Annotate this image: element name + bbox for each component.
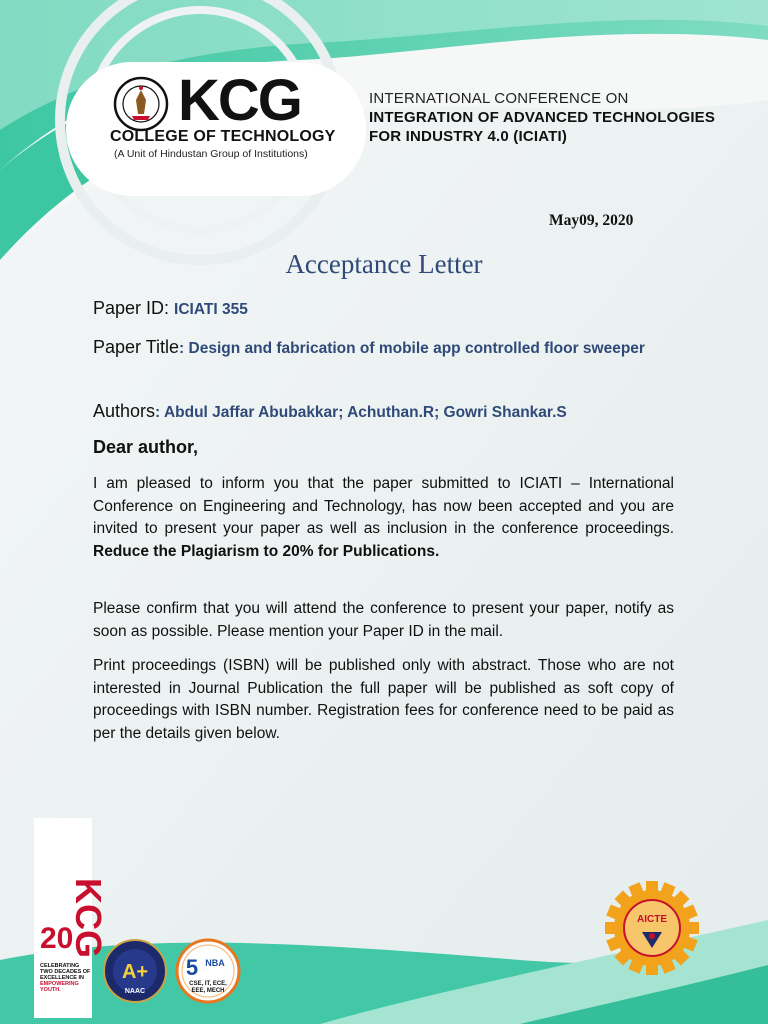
paragraph-proceedings: Print proceedings (ISBN) will be published only with abstract. Those who are not interested in Journal Publication the full paper will be published as soft copy of proceedings with ISBN number. Registration fees for conference need to be paid as per the details given below. <box>93 657 674 742</box>
letter-date: May09, 2020 <box>549 212 634 229</box>
paragraph-acceptance-text: I am pleased to inform you that the paper submitted to ICIATI – International Conference on Engineering and Technology, has now been accepted and you are invited to present your paper as well as inclusion in the conference proceedings. <box>93 475 674 537</box>
conference-title-line3: FOR INDUSTRY 4.0 (ICIATI) <box>369 128 568 145</box>
kcg-wordmark: KCG <box>178 68 301 133</box>
naac-badge <box>102 938 168 1004</box>
naac-grade: A+ <box>121 961 149 983</box>
nba-number: 5 <box>185 955 199 980</box>
kcg20-number: 20 <box>40 922 74 955</box>
plagiarism-notice: Reduce the Plagiarism to 20% for Publications. <box>93 542 440 560</box>
aicte-emblem <box>604 880 700 976</box>
paragraph-confirm: Please confirm that you will attend the conference to present your paper, notify as soon as possible. Please mention your Paper ID in the mail. <box>93 600 674 640</box>
paper-id-label: Paper ID: <box>93 298 175 318</box>
salutation: Dear author, <box>93 437 199 457</box>
nba-programs-2: EEE, MECH <box>191 988 225 994</box>
authors-value: : Abdul Jaffar Abubakkar; Achuthan.R; Gowri Shankar.S <box>155 404 567 421</box>
kcg20-tagline-1: CELEBRATING <box>40 963 80 969</box>
paper-id-value: ICIATI 355 <box>174 301 248 318</box>
paragraph-acceptance <box>93 473 674 563</box>
paper-title-label: Paper Title <box>93 337 180 357</box>
conference-title-line1: INTERNATIONAL CONFERENCE ON <box>369 90 629 107</box>
paper-title-row <box>93 336 683 360</box>
college-unit: (A Unit of Hindustan Group of Institutions) <box>114 148 308 160</box>
kcg20-tagline-2: TWO DECADES OF <box>40 969 91 975</box>
letter-title: Acceptance Letter <box>285 249 483 279</box>
nba-programs-1: CSE, IT, ECE, <box>189 981 227 987</box>
aicte-label: AICTE <box>637 914 667 925</box>
nba-label: NBA <box>205 958 225 968</box>
naac-label: NAAC <box>124 988 146 995</box>
kcg20-tagline-3: EXCELLENCE IN <box>40 975 85 981</box>
kcg20-mark: KCG <box>68 878 109 958</box>
paper-title-value: : Design and fabrication of mobile app controlled floor sweeper <box>179 340 645 357</box>
conference-title-line2: INTEGRATION OF ADVANCED TECHNOLOGIES <box>369 109 716 126</box>
college-name: COLLEGE OF TECHNOLOGY <box>110 128 336 145</box>
kcg20-tagline-5: YOUTH. <box>40 987 61 993</box>
authors-row <box>93 401 567 422</box>
kcg20-badge <box>34 818 109 1018</box>
paper-id-row <box>93 298 248 319</box>
nba-badge <box>175 938 241 1004</box>
kcg20-tagline-4: EMPOWERING <box>40 981 79 987</box>
authors-label: Authors <box>93 401 156 421</box>
college-seal-icon <box>110 76 172 132</box>
